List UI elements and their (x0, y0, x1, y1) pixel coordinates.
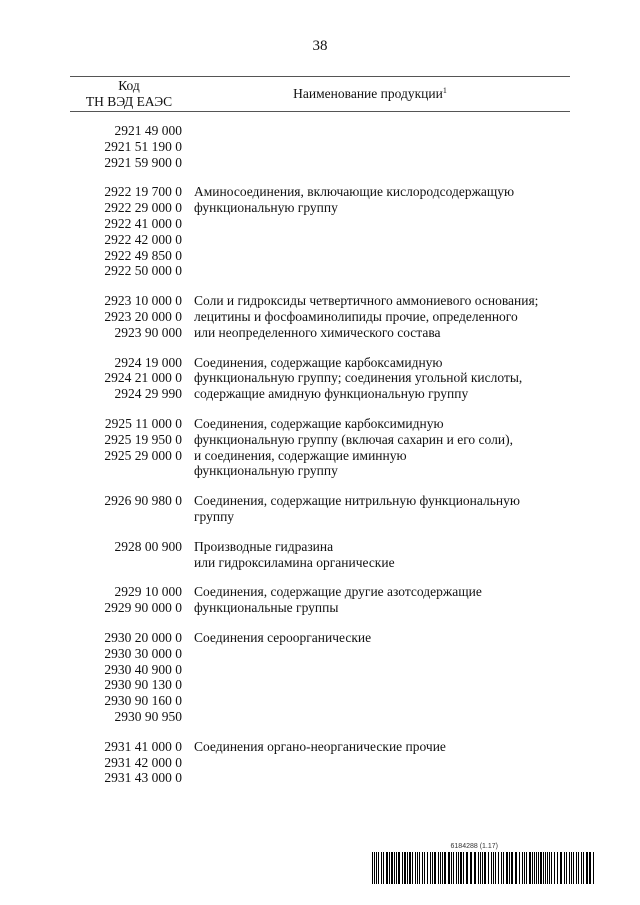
tnved-code: 2924 19 000 (114, 354, 182, 370)
tnved-code: 2925 29 000 0 (104, 447, 182, 463)
product-name-line: Соединения сероорганические (194, 629, 372, 645)
name-column-header (230, 86, 510, 102)
tnved-code: 2923 10 000 0 (104, 293, 182, 309)
product-name-line: содержащие амидную функциональную группу (194, 386, 469, 402)
tnved-code: 2930 90 160 0 (104, 693, 182, 709)
tnved-code: 2922 29 000 0 (104, 200, 182, 216)
tnved-code: 2922 50 000 0 (104, 263, 182, 279)
table-row (70, 584, 570, 616)
product-name-line: Соединения, содержащие нитрильную функциональную (194, 493, 520, 509)
code-header-line2: ТН ВЭД ЕАЭС (85, 94, 173, 109)
product-name (194, 355, 570, 402)
tnved-code: 2922 19 700 0 (104, 184, 182, 200)
tnved-code: 2921 59 900 0 (104, 154, 182, 170)
table-row (70, 416, 570, 479)
product-name (194, 739, 570, 786)
product-name-line: функциональную группу (194, 463, 338, 479)
tnved-code: 2929 10 000 (114, 584, 182, 600)
product-name (194, 584, 570, 616)
tnved-code: 2929 90 000 0 (104, 600, 182, 616)
tnved-code: 2922 42 000 0 (104, 231, 182, 247)
product-name-line: Аминосоединения, включающие кислородсодержащую (194, 184, 515, 200)
tnved-codes (70, 739, 182, 786)
product-name-line: Соединения органо-неорганические прочие (194, 738, 446, 754)
tnved-codes (70, 355, 182, 402)
product-name-line: лецитины и фосфоаминолипиды прочие, определенного (194, 308, 518, 324)
tnved-code: 2921 51 190 0 (104, 138, 182, 154)
product-name-line: или гидроксиламина органические (194, 554, 395, 570)
product-name-line: функциональную группу (194, 200, 338, 216)
table-row (70, 493, 570, 525)
table-row (70, 355, 570, 402)
product-name-line: группу (194, 508, 235, 524)
product-name-line: функциональные группы (194, 600, 339, 616)
code-header-line1: Код (118, 78, 140, 93)
product-name-line: Производные гидразина (194, 538, 334, 554)
tnved-code: 2922 49 850 0 (104, 247, 182, 263)
table-row (70, 739, 570, 786)
product-name (194, 293, 570, 340)
product-name (194, 184, 570, 279)
table-row (70, 539, 570, 571)
barcode-block (370, 843, 598, 884)
tnved-code: 2924 21 000 0 (104, 370, 182, 386)
table-row (70, 630, 570, 725)
product-name-line: Соединения, содержащие карбоксимидную (194, 415, 444, 431)
footnote-marker: 1 (442, 86, 447, 95)
product-name (194, 123, 570, 170)
tnved-code: 2925 19 950 0 (104, 431, 182, 447)
product-name (194, 493, 570, 525)
tnved-code: 2931 41 000 0 (104, 738, 182, 754)
tnved-codes (70, 123, 182, 170)
product-name-line: функциональную группу (включая сахарин и его соли), (194, 431, 513, 447)
tnved-code: 2928 00 900 (114, 538, 182, 554)
tnved-code: 2930 40 900 0 (104, 661, 182, 677)
tnved-codes (70, 184, 182, 279)
tnved-codes (70, 539, 182, 571)
code-column-header (70, 78, 188, 110)
tnved-code: 2930 90 950 (114, 708, 182, 724)
page-number: 38 (312, 38, 328, 54)
name-header-text: Наименование продукции (293, 86, 443, 101)
tnved-code: 2921 49 000 (114, 123, 182, 138)
tnved-codes (70, 493, 182, 525)
tnved-code: 2930 30 000 0 (104, 645, 182, 661)
product-name-line: Соли и гидроксиды четвертичного аммониевого основания; (194, 293, 539, 309)
product-name (194, 416, 570, 479)
tnved-codes (70, 416, 182, 479)
tnved-code: 2923 20 000 0 (104, 308, 182, 324)
tnved-codes (70, 630, 182, 725)
tnved-code: 2925 11 000 0 (104, 415, 182, 431)
tnved-code: 2930 20 000 0 (104, 629, 182, 645)
tnved-code: 2924 29 990 (114, 386, 182, 402)
tnved-codes (70, 584, 182, 616)
product-table-body (70, 123, 570, 800)
tnved-code: 2931 42 000 0 (104, 754, 182, 770)
tnved-code: 2931 43 000 0 (104, 770, 182, 786)
product-name-line: или неопределенного химического состава (194, 324, 441, 340)
table-row (70, 123, 570, 170)
product-name-line: и соединения, содержащие иминную (194, 447, 407, 463)
product-name-line: Соединения, содержащие другие азотсодержащие (194, 584, 482, 600)
table-row (70, 293, 570, 340)
barcode-number: 6184288 (1.17) (450, 843, 498, 850)
product-name (194, 539, 570, 571)
product-name (194, 630, 570, 725)
table-header (70, 76, 570, 112)
table-row (70, 184, 570, 279)
tnved-codes (70, 293, 182, 340)
product-name-line: функциональную группу; соединения угольной кислоты, (194, 370, 523, 386)
tnved-code: 2930 90 130 0 (104, 677, 182, 693)
tnved-code: 2923 90 000 (114, 324, 182, 340)
barcode-image (370, 852, 598, 884)
tnved-code: 2926 90 980 0 (104, 493, 182, 509)
tnved-code: 2922 41 000 0 (104, 215, 182, 231)
product-name-line: Соединения, содержащие карбоксамидную (194, 354, 443, 370)
